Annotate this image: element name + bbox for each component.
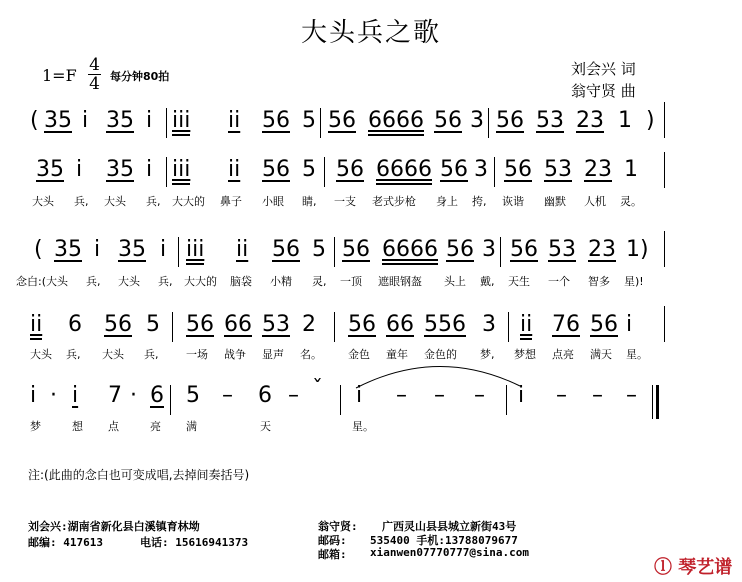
lyric: 名。	[300, 348, 322, 361]
final-bar-thin	[652, 385, 653, 419]
note: 56	[342, 237, 370, 262]
note: 5	[146, 312, 160, 337]
note: i	[626, 312, 633, 337]
dash: –	[288, 383, 299, 408]
lyric: 一支	[334, 195, 356, 208]
note: 1	[618, 108, 632, 133]
note: 6666	[368, 108, 424, 136]
dot: ·	[130, 383, 137, 408]
note: ii	[228, 157, 241, 182]
lyric: 星。	[626, 348, 648, 361]
lyric: 天生	[508, 275, 530, 288]
note: i	[76, 157, 83, 182]
note: 1)	[626, 237, 649, 262]
note: 35	[106, 157, 134, 182]
note: 56	[510, 237, 538, 262]
note: 53	[536, 108, 564, 133]
lyric: 大头	[102, 348, 124, 361]
note: 53	[262, 312, 290, 337]
lyric: 睛,	[302, 195, 317, 208]
dot: ·	[50, 383, 57, 408]
logo-icon: ⓛ	[654, 557, 672, 578]
note: 35	[44, 108, 72, 133]
lyric: 满天	[590, 348, 612, 361]
lyric: 星)!	[624, 275, 644, 288]
site-logo[interactable]	[654, 553, 732, 579]
note: 66	[224, 312, 252, 337]
note: )	[646, 108, 655, 133]
note: i	[30, 383, 37, 408]
note: (	[30, 108, 39, 133]
note: 56	[262, 157, 290, 182]
note: 56	[328, 108, 356, 133]
note: 3	[482, 237, 496, 262]
lyric: 梦,	[480, 348, 495, 361]
lyric: 幽默	[544, 195, 566, 208]
lyric: 点	[108, 420, 119, 433]
bar-line	[340, 385, 341, 415]
lyric: 兵,	[158, 275, 173, 288]
dash: –	[396, 383, 407, 408]
lyric: 大头	[118, 275, 140, 288]
author-b-email: xianwen07770777@sina.com	[370, 546, 529, 559]
note: 35	[36, 157, 64, 182]
lyric: 大头	[104, 195, 126, 208]
note: 23	[576, 108, 604, 133]
note: 2	[302, 312, 316, 337]
note: 7	[108, 383, 122, 408]
note: 56	[186, 312, 214, 337]
lyric: 天	[260, 420, 271, 433]
tempo-marking: 每分钟80拍	[110, 70, 170, 83]
lyric: 头上	[444, 275, 466, 288]
author-b-address: 广西灵山县县城立新街43号	[382, 520, 517, 533]
note: 56	[104, 312, 132, 337]
note: 76	[552, 312, 580, 337]
note: i	[356, 383, 363, 408]
lyric: 兵,	[144, 348, 159, 361]
footnote: 注:(此曲的念白也可变成唱,去掉间奏括号)	[28, 468, 250, 482]
lyric: 灵,	[312, 275, 327, 288]
time-bottom: 4	[89, 74, 100, 94]
note: 5	[186, 383, 200, 408]
dash: –	[626, 383, 637, 408]
lyric: 身上	[436, 195, 458, 208]
author-a-phone: 电话: 15616941373	[140, 536, 249, 549]
dash: –	[474, 383, 485, 408]
lyric: 兵,	[74, 195, 89, 208]
lyric: 大头	[30, 348, 52, 361]
lyric: 戴,	[480, 275, 495, 288]
note: (	[34, 237, 43, 262]
lyric: 老式步枪	[372, 195, 416, 208]
lyric: 亮	[150, 420, 161, 433]
note: 6666	[376, 157, 432, 185]
logo-text: 琴艺谱	[678, 557, 733, 578]
dash: –	[556, 383, 567, 408]
note: 56	[272, 237, 300, 262]
lyric: 一顶	[340, 275, 362, 288]
lyric: 童年	[386, 348, 408, 361]
note: 3	[474, 157, 488, 182]
lyric: 灵。	[620, 195, 642, 208]
note: 6	[258, 383, 272, 408]
note: 56	[434, 108, 462, 133]
note: i	[72, 383, 79, 408]
note: 56	[504, 157, 532, 182]
dash: –	[592, 383, 603, 408]
bar-line	[170, 385, 171, 415]
note: ii	[236, 237, 249, 262]
dash: –	[434, 383, 445, 408]
note: i	[146, 157, 153, 182]
note: iii	[172, 157, 190, 185]
note: 5	[302, 157, 316, 182]
lyric: 星。	[352, 420, 374, 433]
dash: –	[222, 383, 233, 408]
lyric: 梦	[30, 420, 41, 433]
lyric: 满	[186, 420, 197, 433]
author-a-postcode: 邮编: 417613	[28, 536, 103, 549]
note: 6	[150, 383, 164, 408]
note: 56	[446, 237, 474, 262]
lyric: 人机	[584, 195, 606, 208]
lyric: 挎,	[472, 195, 487, 208]
lyric: 兵,	[86, 275, 101, 288]
time-top: 4	[89, 55, 100, 75]
key-signature: 1=F	[42, 66, 77, 85]
note: 1	[624, 157, 638, 182]
note: iii	[172, 108, 190, 136]
lyric: 诙谐	[502, 195, 524, 208]
lyric: 金色的	[424, 348, 457, 361]
note: i	[160, 237, 167, 262]
composer-credit: 翁守贤 曲	[571, 82, 636, 100]
note: 56	[348, 312, 376, 337]
note: 56	[590, 312, 618, 337]
lyric: 大头	[32, 195, 54, 208]
note: 3	[482, 312, 496, 337]
lyric: 小精	[270, 275, 292, 288]
lyric: 大大的	[184, 275, 217, 288]
bar-line	[506, 385, 507, 415]
lyric: 遮眼钢盔	[378, 275, 422, 288]
note: 5	[312, 237, 326, 262]
note: 35	[54, 237, 82, 262]
note: i	[518, 383, 525, 408]
note: ii	[520, 312, 532, 340]
note: ii	[30, 312, 42, 340]
note: 35	[106, 108, 134, 133]
lyric: 一个	[548, 275, 570, 288]
note: 6	[68, 312, 82, 337]
lyric: 战争	[224, 348, 246, 361]
breath-mark: ˇ	[312, 377, 323, 402]
lyric: 大大的	[172, 195, 205, 208]
lyric: 梦想	[514, 348, 536, 361]
note: 3	[470, 108, 484, 133]
note: 5	[302, 108, 316, 133]
note: i	[146, 108, 153, 133]
lyric: 智多	[588, 275, 610, 288]
note: 6666	[382, 237, 438, 265]
lyric: 想	[72, 420, 83, 433]
final-bar-thick	[656, 385, 659, 419]
lyric: 显声	[262, 348, 284, 361]
lyric: 兵,	[66, 348, 81, 361]
note: i	[94, 237, 101, 262]
note: 53	[544, 157, 572, 182]
lyric: 一场	[186, 348, 208, 361]
lyric: 脑袋	[230, 275, 252, 288]
lyric: 兵,	[146, 195, 161, 208]
lyricist-credit: 刘会兴 词	[571, 60, 636, 78]
lyric: 点亮	[552, 348, 574, 361]
lyric: 鼻子	[220, 195, 242, 208]
note: ii	[228, 108, 241, 133]
note: 23	[584, 157, 612, 182]
author-b-post-label: 邮码:	[318, 534, 347, 547]
note: 556	[424, 312, 466, 337]
author-a-address: 刘会兴:湖南省新化县白溪镇育林坳	[28, 520, 200, 533]
note: 23	[588, 237, 616, 262]
author-b-mail-label: 邮箱:	[318, 548, 347, 561]
note: 56	[336, 157, 364, 182]
note: 66	[386, 312, 414, 337]
author-b-post-phone: 535400 手机:13788079677	[370, 534, 518, 547]
note: 53	[548, 237, 576, 262]
lyric: 小眼	[262, 195, 284, 208]
note: 35	[118, 237, 146, 262]
note: 56	[440, 157, 468, 182]
page-title: 大头兵之歌	[300, 18, 441, 48]
lyric: 金色	[348, 348, 370, 361]
note: i	[82, 108, 89, 133]
note: iii	[186, 237, 204, 265]
author-b-name: 翁守贤:	[318, 520, 358, 533]
lyric: 念白:(大头	[16, 275, 68, 288]
note: 56	[496, 108, 524, 133]
note: 56	[262, 108, 290, 133]
